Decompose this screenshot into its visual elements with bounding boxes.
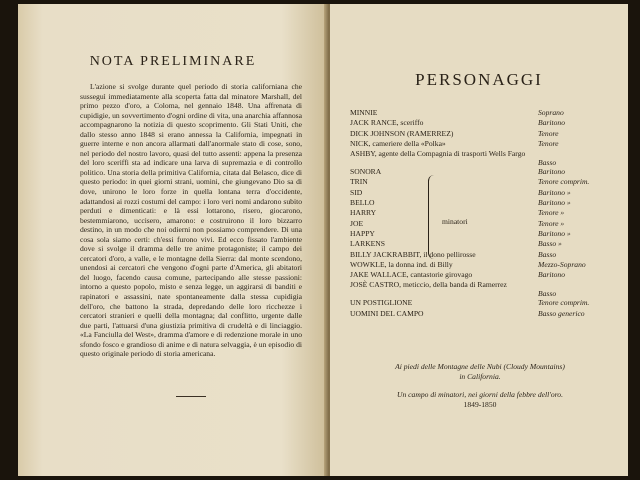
cast-row: DICK JOHNSON (RAMERREZ) Tenore [350, 128, 559, 138]
cast-row: SONORA Baritono [350, 167, 566, 177]
cast-row: TRIN Tenore comprim. [350, 177, 590, 187]
left-page [18, 4, 328, 476]
cast-row: BILLY JACKRABBIT, il dono pellirosse Basso [350, 249, 557, 259]
cast-row: LARKENS Basso » [350, 239, 562, 249]
scene-line: in California. [459, 372, 501, 381]
divider-rule [176, 396, 206, 397]
cast-row: JOE Tenore » [350, 218, 565, 228]
cast-row: HAPPY Baritono » [350, 228, 571, 238]
cast-row: NICK, cameriere della «Polka» Tenore [350, 138, 559, 148]
cast-row: SID Baritono » [350, 187, 571, 197]
cast-row: UN POSTIGLIONE Tenore comprim. [350, 298, 590, 308]
minatori-label: minatori [442, 217, 468, 226]
cast-row: JAKE WALLACE, cantastorie girovago Baritono [350, 270, 566, 280]
scene-line: Un campo di minatori, nei giorni della febbre dell'oro. [397, 390, 563, 399]
cast-row: ASHBY, agente della Compagnia di trasporti Wells Fargo Basso [350, 149, 557, 168]
cast-row: JOSÈ CASTRO, meticcio, della banda di Ramerrez Basso [350, 280, 557, 299]
book-spread [4, 4, 636, 476]
scene-line: 1849-1850 [463, 400, 497, 409]
cast-row: WOWKLE, la donna ind. di Billy Mezzo-Soprano [350, 259, 586, 269]
cast-row: UOMINI DEL CAMPO Basso generico [350, 308, 585, 318]
paragraph: L'azione si svolge durante quel periodo di storia californiana che susseguì immediatamente alla scoperta fatta dal minatore Marshall, del primo pezzo d'oro, a Coloma, nel gennaio 1848. Una affrenata di cupidigie, un sovvertimento d'ogni ordine di vita, una anarchia affannosa accompagnarono la notizia di questo scoprimento. Gli Stati Uniti, che dallo stesso anno 1848 si erano annessa la California, impegnati in guerre interne e non ancora allarmati dall'anormale stato di cose, sono, nel periodo del nostro lavoro, quasi del tutto assenti: appena la presenza del loro sceriffi sta ad indicare una larva di supremazia e di controllo politico. Una storia della primitiva California, citata dal Belasco, dice di questo periodo: in quei giorni strani, uomini, che giungevano Dio sa di dove, unirono le loro forze in quella lontana terra d'occidente, adattandosi ai rozzi costumi del campo: i loro veri nomi andarono subito perduti e dimenticati: e là essi lottarono, risero, giocarono, bestemmiarono, uccisero, amarono: e costruirono il loro bizzarro destino, in un modo che noi odierni non possiamo comprendere. Di una cosa sola siamo certi: ch'essi furono vivi. Ed ecco fissato l'ambiente dove si svolge il dramma delle tre anime protagoniste; il campo dei cercatori d'oro, a valle, e le montagne della Sierra: dal monte scendono, unendosi ai cercatori che vengono d'ogni parte d'America, gli abitatori del luogo, facendo causa comune, partecipando alle stesse passioni: intorno a questo popolo, misto e senza legge, un aggirarsi di banditi e rapinatori e assassini, nate spontaneamente dalla stessa cupidigia dell'oro, che battono la strada, depredando delle loro ricchezze i cercatori stranieri e quelli della montagna; dal conflitto, urgente dalle due parti, l'attuarsi d'una giustizia primitiva di crudeltà e di linciaggio. «La Fanciulla del West», dramma d'amore e di redenzione morale in uno sfondo fosco e grandioso di anime e di natura selvaggia, è un episodio di questo originale periodo di storia americana. [80, 82, 302, 359]
right-page [330, 4, 628, 476]
preliminary-note-text [80, 82, 302, 359]
cast-list [350, 108, 605, 319]
page-title-personaggi: PERSONAGGI [415, 70, 543, 89]
cast-row: HARRY Tenore » [350, 208, 565, 218]
minatori-brace [428, 175, 435, 259]
cast-row: JACK RANCE, sceriffo Baritono [350, 118, 566, 128]
scene-line: Ai piedi delle Montagne delle Nubi (Cloudy Mountains) [395, 362, 565, 371]
cast-row: BELLO Baritono » [350, 198, 571, 208]
cast-row: MINNIE Soprano [350, 108, 564, 117]
page-title-nota: NOTA PRELIMINARE [89, 54, 257, 69]
